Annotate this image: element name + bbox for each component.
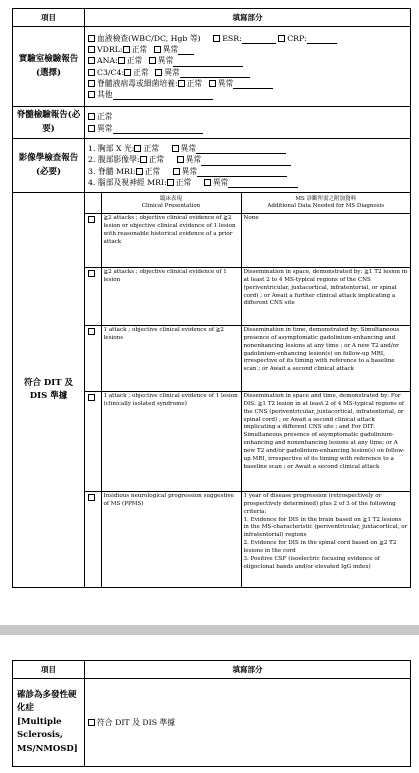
vdrl-normal-label: 正常	[131, 44, 148, 54]
brain-mri-normal-label: 正常	[175, 177, 192, 187]
spinal-section-fields	[85, 107, 411, 139]
criteria-additional-text: 1 year of disease progression (retrospectively or prospectively determined) plus 2 of 3 of the following criteria: 1. Evidence for DIS in the brain based on ≧1 T2 lesions in the MS-characteristic (periventricular, juxtacortical, or infratentorial) regions 2. Evidence for DIS in the spinal cord based on ≧2 T2 lesions in the cord 3. Positive CSF (isoelectric focusing evidence of oligoclonal bands and/or elevated IgG index)	[241, 491, 410, 587]
crp-blank[interactable]	[307, 36, 337, 44]
clinical-presentation-header	[101, 193, 241, 213]
meets-dit-dis-checkbox[interactable]	[88, 719, 95, 726]
application-form-table	[12, 8, 411, 588]
chest-xray-abnormal-label: 異常	[180, 144, 197, 154]
form-header-row	[13, 9, 411, 27]
diagnosis-item-column-header: 項目	[13, 661, 85, 679]
abdominal-normal-checkbox[interactable]	[140, 156, 147, 163]
spinal-mri-abnormal-checkbox[interactable]	[173, 168, 180, 175]
vdrl-blank[interactable]	[178, 47, 194, 55]
spinal-normal-label: 正常	[97, 112, 113, 122]
diagnosis-label-en: [Multiple Sclerosis, MS/NMOSD]	[17, 716, 78, 754]
abdominal-normal-label: 正常	[148, 155, 165, 165]
criteria-row	[85, 391, 410, 491]
brain-mri-label: 4. 腦部及視神經 MRI:	[88, 177, 167, 187]
ana-normal-checkbox[interactable]	[118, 57, 125, 64]
criteria-1-checkbox[interactable]	[88, 216, 95, 223]
lab-section-row	[13, 27, 411, 107]
crp-checkbox[interactable]	[278, 35, 285, 42]
spinal-mri-abnormal-label: 異常	[181, 166, 198, 176]
ana-blank[interactable]	[173, 59, 243, 67]
c3c4-blank[interactable]	[180, 70, 250, 78]
clinical-presentation-header-zh: 臨床表現	[159, 195, 182, 202]
dit-section-label: 符合 DIT 及 DIS 準據	[13, 193, 85, 588]
criteria-2-checkbox[interactable]	[88, 270, 95, 277]
ana-label: ANA:	[97, 56, 118, 66]
brain-mri-blank[interactable]	[228, 180, 298, 188]
spinal-section-label: 脊髓檢驗報告(必要)	[13, 107, 85, 139]
chest-xray-blank[interactable]	[196, 146, 286, 154]
spinal-mri-normal-checkbox[interactable]	[136, 168, 143, 175]
criteria-clinical-text: 1 attack ; objective clinical evidence of 1 lesion (clinically isolated syndrome)	[101, 391, 241, 491]
crp-label: CRP:	[287, 33, 307, 43]
brain-mri-abnormal-checkbox[interactable]	[204, 179, 211, 186]
abdominal-abnormal-label: 異常	[185, 155, 202, 165]
criteria-clinical-text: ≧2 attacks ; objective clinical evidence of ≧2 lesion or objective clinical evidence of 1 lesion with reasonable historical evidence of a prior attack	[101, 213, 241, 267]
ana-checkbox[interactable]	[88, 57, 95, 64]
csf-normal-checkbox[interactable]	[178, 80, 185, 87]
c3c4-normal-checkbox[interactable]	[124, 69, 131, 76]
criteria-5-checkbox[interactable]	[88, 494, 95, 501]
criteria-clinical-text: Insidious neurological progression suggestive of MS (PPMS)	[101, 491, 241, 587]
esr-blank[interactable]	[242, 36, 276, 44]
chest-xray-normal-label: 正常	[143, 144, 160, 154]
additional-data-header	[241, 193, 410, 213]
criteria-row	[85, 213, 410, 267]
criteria-row	[85, 267, 410, 325]
criteria-clinical-text: ≧2 attacks ; objective clinical evidence of 1 lesion	[101, 267, 241, 325]
vdrl-abnormal-checkbox[interactable]	[154, 46, 161, 53]
dit-section-row	[13, 193, 411, 588]
c3c4-abnormal-checkbox[interactable]	[155, 69, 162, 76]
other-blank[interactable]	[113, 92, 213, 100]
csf-abnormal-label: 異常	[217, 78, 234, 88]
criteria-additional-text: Dissemination in space, demonstrated by: ≧1 T2 lesion in at least 2 to 4 MS-typical regions of the CNS (periventricular, juxtacortical, infratentorial, or spinal cord) ; or Await a further clinical attack implicating a different CNS site	[241, 267, 410, 325]
dit-criteria-cell	[85, 193, 411, 588]
criteria-additional-text: Dissemination in time, demonstrated by: Simultaneous presence of asymptomatic gadolinium-enhancing and nonenhancing lesions at any time ; or A new T2 and/or gadolinium-enhancing lesion(s) on follow-up MRI, irrespective of its timing with reference to a baseline scan ; or Await a second clinical attack	[241, 325, 410, 391]
criteria-row	[85, 325, 410, 391]
lab-section-label: 實驗室檢驗報告(選擇)	[13, 27, 85, 107]
csf-normal-label: 正常	[186, 78, 203, 88]
abdominal-imaging-label: 2. 腹部影像學:	[88, 155, 140, 165]
meets-dit-dis-label: 符合 DIT 及 DIS 準據	[97, 717, 176, 727]
spinal-mri-normal-label: 正常	[144, 166, 161, 176]
ana-normal-label: 正常	[126, 56, 143, 66]
chest-xray-normal-checkbox[interactable]	[134, 145, 141, 152]
spinal-mri-blank[interactable]	[197, 169, 287, 177]
brain-mri-normal-checkbox[interactable]	[167, 179, 174, 186]
ana-abnormal-label: 異常	[157, 56, 174, 66]
csf-culture-checkbox[interactable]	[88, 80, 95, 87]
diagnosis-label-zh: 確診為多發性硬化症	[17, 689, 77, 714]
item-column-header: 項目	[13, 9, 85, 27]
additional-data-header-zh: MS 診斷所需之附加資料	[295, 195, 357, 202]
vdrl-checkbox[interactable]	[88, 46, 95, 53]
esr-checkbox[interactable]	[213, 35, 220, 42]
c3c4-abnormal-label: 異常	[164, 67, 180, 77]
imaging-section-label: 影像學檢查報告(必要)	[13, 139, 85, 193]
spinal-abnormal-checkbox[interactable]	[88, 125, 95, 132]
chest-xray-label: 1. 胸部 X 光:	[88, 144, 135, 154]
blood-test-label: 血液檢查(WBC/DC, Hgb 等)	[97, 33, 201, 43]
spinal-abnormal-label: 異常	[97, 123, 113, 133]
criteria-additional-text: None	[241, 213, 410, 267]
diagnosis-fill-column-header: 填寫部分	[85, 661, 411, 679]
spinal-mri-label: 3. 脊髓 MRI:	[88, 166, 136, 176]
other-label: 其他	[97, 90, 113, 100]
abdominal-abnormal-checkbox[interactable]	[177, 156, 184, 163]
c3c4-normal-label: 正常	[133, 67, 149, 77]
dit-criteria-header-row	[85, 193, 410, 213]
c3c4-checkbox[interactable]	[88, 69, 95, 76]
spinal-normal-checkbox[interactable]	[88, 113, 95, 120]
spinal-blank[interactable]	[113, 126, 203, 134]
abdominal-blank[interactable]	[201, 158, 291, 166]
spinal-section-row	[13, 107, 411, 139]
clinical-presentation-header-en: Clinical Presentation	[141, 202, 201, 209]
blood-test-checkbox[interactable]	[88, 35, 95, 42]
vdrl-abnormal-label: 異常	[162, 44, 179, 54]
criteria-additional-text: Dissemination in space and time, demonstrated by: For DIS: ≧1 T2 lesion in at least 2 of 4 MS-typical regions of the CNS (periventricular, juxtacortical, infratentorial, or spinal cord) ; or Await a second clinical attack implicating a different CNS site ; and For DIT: Simultaneous presence of asymptomatic gadolinium-enhancing and nonenhancing lesions at any time; or A new T2 and/or gadolinium-enhancing lesion(s) on follow-up MRI, irrespective of its timing with reference to a baseline scan ; or Await a second clinical attack	[241, 391, 410, 491]
criteria-4-checkbox[interactable]	[88, 394, 95, 401]
lab-section-fields	[85, 27, 411, 107]
criteria-3-checkbox[interactable]	[88, 328, 95, 335]
criteria-row	[85, 491, 410, 587]
csf-abnormal-checkbox[interactable]	[209, 80, 216, 87]
c3c4-label: C3/C4:	[97, 67, 125, 77]
csf-blank[interactable]	[233, 81, 273, 89]
dit-header-spacer	[85, 193, 101, 213]
diagnosis-label	[13, 679, 85, 767]
additional-data-header-en: Additional Data Needed for MS Diagnosis	[267, 202, 385, 209]
chest-xray-abnormal-checkbox[interactable]	[172, 145, 179, 152]
ana-abnormal-checkbox[interactable]	[149, 57, 156, 64]
imaging-section-row	[13, 139, 411, 193]
diagnosis-form-table	[12, 660, 411, 767]
criteria-clinical-text: 1 attack ; objective clinical evidence of ≧2 lesions	[101, 325, 241, 391]
imaging-section-fields	[85, 139, 411, 193]
diagnosis-row	[13, 679, 411, 767]
csf-culture-label: 脊髓液病毒或細菌培養:	[97, 78, 178, 88]
vdrl-normal-checkbox[interactable]	[123, 46, 130, 53]
fill-column-header: 填寫部分	[85, 9, 411, 27]
diagnosis-fields	[85, 679, 411, 767]
diagnosis-header-row	[13, 661, 411, 679]
brain-mri-abnormal-label: 異常	[212, 177, 229, 187]
page-break-divider	[0, 625, 419, 635]
esr-label: ESR:	[222, 33, 242, 43]
vdrl-label: VDRL:	[97, 44, 123, 54]
dit-criteria-table	[85, 193, 410, 587]
other-checkbox[interactable]	[88, 91, 95, 98]
